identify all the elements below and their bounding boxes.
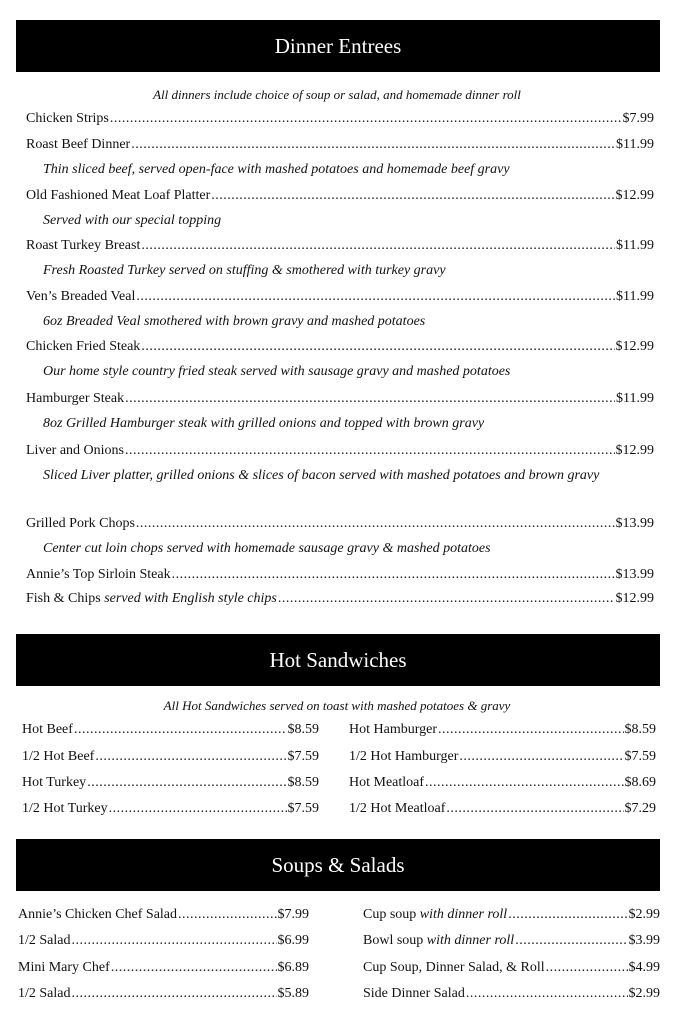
leader-dots bbox=[74, 722, 287, 738]
leader-dots bbox=[95, 749, 286, 765]
leader-dots bbox=[141, 339, 614, 355]
leader-dots bbox=[110, 111, 622, 127]
item-name: Hamburger Steak bbox=[26, 391, 125, 406]
item-name: Fish & Chips served with English style chips bbox=[26, 591, 277, 606]
leader-dots bbox=[172, 567, 615, 583]
leader-dots bbox=[211, 188, 614, 204]
item-name: Annie’s Top Sirloin Steak bbox=[26, 567, 171, 582]
item-price: $7.59 bbox=[287, 801, 319, 816]
leader-dots bbox=[459, 749, 623, 765]
item-price: $8.59 bbox=[287, 722, 319, 737]
leader-dots bbox=[125, 443, 615, 459]
item-description: Sliced Liver platter, grilled onions & slices of bacon served with mashed potatoes and brown gravy bbox=[43, 468, 600, 483]
menu-item-fish-chips bbox=[26, 591, 654, 607]
item-price: $12.99 bbox=[615, 339, 654, 354]
item-description: Served with our special topping bbox=[43, 213, 222, 228]
section-title-dinner: Dinner Entrees bbox=[274, 33, 402, 58]
item-name-suffix: with dinner roll bbox=[419, 907, 508, 922]
section-header-sandwiches bbox=[16, 634, 660, 686]
menu-item-half-salad-mini bbox=[18, 986, 309, 1002]
leader-dots bbox=[515, 933, 627, 949]
item-price: $11.99 bbox=[616, 137, 654, 152]
leader-dots bbox=[278, 591, 615, 607]
dinner-note: All dinners include choice of soup or salad, and homemade dinner roll bbox=[153, 87, 521, 102]
leader-dots bbox=[508, 907, 627, 923]
item-price: $12.99 bbox=[615, 188, 654, 203]
item-description: Fresh Roasted Turkey served on stuffing & smothered with turkey gravy bbox=[43, 263, 446, 278]
item-name: Bowl soup with dinner roll bbox=[363, 933, 515, 948]
leader-dots bbox=[136, 289, 615, 305]
item-name: Annie’s Chicken Chef Salad bbox=[18, 907, 178, 922]
leader-dots bbox=[87, 775, 286, 791]
item-price: $4.99 bbox=[628, 960, 660, 975]
menu-item-chicken-fried-steak bbox=[26, 339, 654, 355]
leader-dots bbox=[136, 516, 615, 532]
menu-item-half-salad bbox=[18, 933, 309, 949]
item-description: Thin sliced beef, served open-face with mashed potatoes and homemade beef gravy bbox=[43, 162, 510, 177]
menu-item-roast-turkey bbox=[26, 238, 654, 254]
section-header-dinner bbox=[16, 20, 660, 72]
item-name: 1/2 Hot Hamburger bbox=[349, 749, 459, 764]
item-name: Cup Soup, Dinner Salad, & Roll bbox=[363, 960, 545, 975]
item-name: Roast Beef Dinner bbox=[26, 137, 131, 152]
item-name-suffix: with dinner roll bbox=[426, 933, 515, 948]
leader-dots bbox=[109, 801, 287, 817]
item-name: Chicken Fried Steak bbox=[26, 339, 141, 354]
item-name: Old Fashioned Meat Loaf Platter bbox=[26, 188, 211, 203]
leader-dots bbox=[131, 137, 615, 153]
item-price: $7.59 bbox=[624, 749, 656, 764]
item-description: 8oz Grilled Hamburger steak with grilled onions and topped with brown gravy bbox=[43, 416, 485, 431]
item-price: $8.59 bbox=[624, 722, 656, 737]
item-price: $7.59 bbox=[287, 749, 319, 764]
item-name: Ven’s Breaded Veal bbox=[26, 289, 136, 304]
leader-dots bbox=[438, 722, 624, 738]
item-price: $11.99 bbox=[616, 391, 654, 406]
item-name: Grilled Pork Chops bbox=[26, 516, 135, 531]
menu-item-chicken-chef-salad bbox=[18, 907, 309, 923]
menu-item-half-hot-turkey bbox=[22, 801, 319, 817]
item-price: $12.99 bbox=[615, 591, 654, 606]
item-price: $5.89 bbox=[277, 986, 309, 1001]
item-name: Cup soup with dinner roll bbox=[363, 907, 508, 922]
item-description: Our home style country fried steak served with sausage gravy and mashed potatoes bbox=[43, 364, 511, 379]
item-name: Chicken Strips bbox=[26, 111, 109, 126]
item-name: 1/2 Hot Turkey bbox=[22, 801, 108, 816]
item-price: $2.99 bbox=[628, 907, 660, 922]
item-price: $7.99 bbox=[277, 907, 309, 922]
item-name: 1/2 Salad bbox=[18, 986, 71, 1001]
leader-dots bbox=[446, 801, 623, 817]
item-price: $11.99 bbox=[616, 238, 654, 253]
section-title-soups: Soups & Salads bbox=[271, 852, 405, 877]
item-price: $12.99 bbox=[615, 443, 654, 458]
item-name: Hot Beef bbox=[22, 722, 73, 737]
menu-item-bowl-soup bbox=[363, 933, 660, 949]
item-price: $8.59 bbox=[287, 775, 319, 790]
item-name: Hot Meatloaf bbox=[349, 775, 425, 790]
section-header-soups bbox=[16, 839, 660, 891]
menu-item-hot-turkey bbox=[22, 775, 319, 791]
item-price: $11.99 bbox=[616, 289, 654, 304]
item-name-suffix: served with English style chips bbox=[104, 591, 277, 606]
menu-item-mini-mary-chef bbox=[18, 960, 309, 976]
item-price: $6.89 bbox=[277, 960, 309, 975]
item-name: Mini Mary Chef bbox=[18, 960, 110, 975]
menu-item-soup-salad-roll bbox=[363, 960, 660, 976]
menu-item-hot-meatloaf bbox=[349, 775, 656, 791]
menu-item-side-dinner-salad bbox=[363, 986, 660, 1002]
item-name: 1/2 Hot Beef bbox=[22, 749, 95, 764]
item-price: $13.99 bbox=[615, 516, 654, 531]
leader-dots bbox=[72, 986, 277, 1002]
menu-item-hot-hamburger bbox=[349, 722, 656, 738]
section-title-sandwiches: Hot Sandwiches bbox=[269, 647, 407, 672]
leader-dots bbox=[125, 391, 615, 407]
leader-dots bbox=[141, 238, 615, 254]
menu-item-cup-soup bbox=[363, 907, 660, 923]
menu-item-half-hot-hamburger bbox=[349, 749, 656, 765]
item-name: Liver and Onions bbox=[26, 443, 124, 458]
leader-dots bbox=[111, 960, 277, 976]
item-price: $7.99 bbox=[622, 111, 654, 126]
menu-item-hamburger-steak bbox=[26, 391, 654, 407]
menu-item-half-hot-meatloaf bbox=[349, 801, 656, 817]
leader-dots bbox=[72, 933, 277, 949]
menu-item-breaded-veal bbox=[26, 289, 654, 305]
item-name: Hot Hamburger bbox=[349, 722, 437, 737]
item-name: Hot Turkey bbox=[22, 775, 87, 790]
item-price: $2.99 bbox=[628, 986, 660, 1001]
menu-item-half-hot-beef bbox=[22, 749, 319, 765]
item-description: 6oz Breaded Veal smothered with brown gravy and mashed potatoes bbox=[43, 314, 426, 329]
item-price: $7.29 bbox=[624, 801, 656, 816]
leader-dots bbox=[425, 775, 623, 791]
menu-item-sirloin bbox=[26, 567, 654, 583]
menu-item-meat-loaf bbox=[26, 188, 654, 204]
leader-dots bbox=[546, 960, 628, 976]
menu-item-liver-onions bbox=[26, 443, 654, 459]
menu-item-pork-chops bbox=[26, 516, 654, 532]
menu-item-roast-beef bbox=[26, 137, 654, 153]
item-price: $13.99 bbox=[615, 567, 654, 582]
menu-item-hot-beef bbox=[22, 722, 319, 738]
item-description: Center cut loin chops served with homemade sausage gravy & mashed potatoes bbox=[43, 541, 491, 556]
item-price: $8.69 bbox=[624, 775, 656, 790]
item-price: $3.99 bbox=[628, 933, 660, 948]
item-name: Side Dinner Salad bbox=[363, 986, 465, 1001]
menu-item-chicken-strips bbox=[26, 111, 654, 127]
leader-dots bbox=[178, 907, 276, 923]
item-name: 1/2 Hot Meatloaf bbox=[349, 801, 446, 816]
item-name: 1/2 Salad bbox=[18, 933, 71, 948]
item-name: Roast Turkey Breast bbox=[26, 238, 141, 253]
sandwiches-note: All Hot Sandwiches served on toast with mashed potatoes & gravy bbox=[163, 698, 511, 713]
leader-dots bbox=[466, 986, 628, 1002]
item-price: $6.99 bbox=[277, 933, 309, 948]
